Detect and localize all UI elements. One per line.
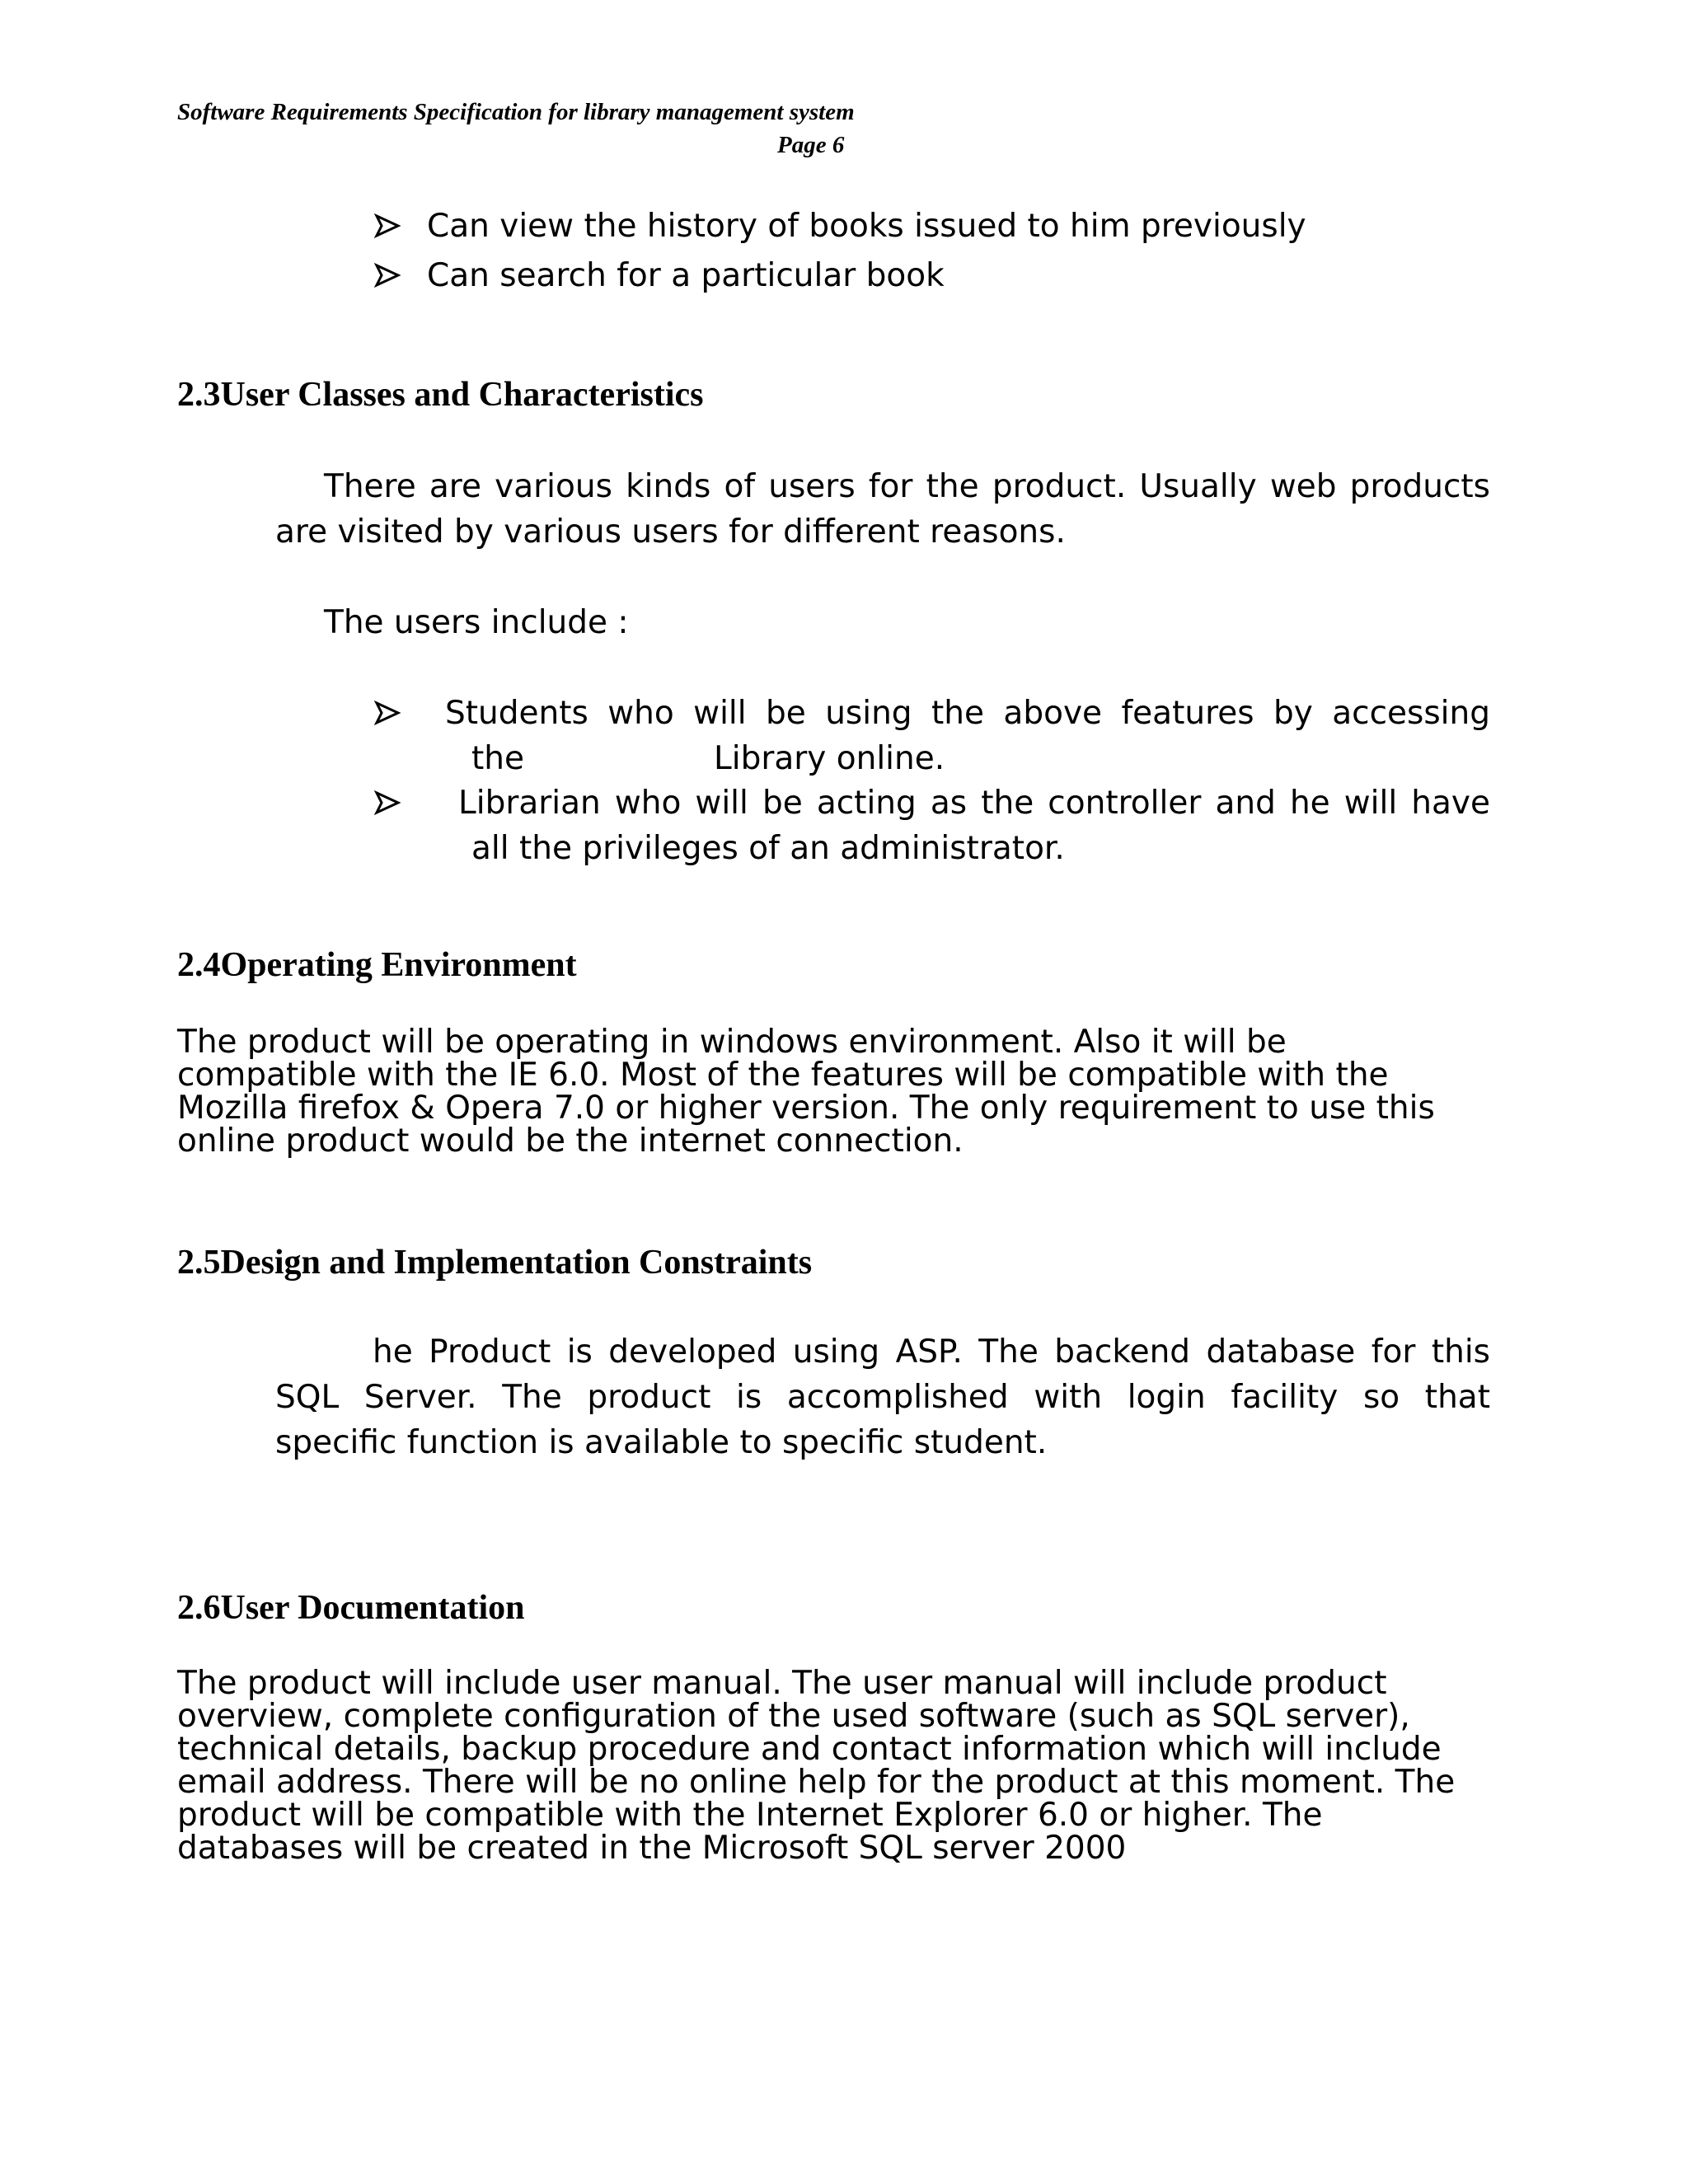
user-documentation-paragraph xyxy=(177,1667,1512,1865)
arrowhead-bullet-icon xyxy=(373,788,403,818)
paragraph-line: SQL Server. The product is accomplished with login facility so that xyxy=(275,1379,1490,1416)
paragraph-line: he Product is developed using ASP. The backend database for this xyxy=(373,1333,1490,1371)
paragraph-line: databases will be created in the Microsoft SQL server 2000 xyxy=(177,1830,1127,1867)
arrowhead-bullet-icon xyxy=(373,211,403,241)
section-heading-2-3: 2.3User Classes and Characteristics xyxy=(177,376,704,414)
paragraph-line: online product would be the internet connection. xyxy=(177,1122,964,1160)
list-item: Students who will be using the above features by accessing xyxy=(445,695,1490,732)
paragraph-line: product will be compatible with the Internet Explorer 6.0 or higher. The xyxy=(177,1797,1323,1834)
list-item: Librarian who will be acting as the controller and he will have xyxy=(458,785,1490,822)
document-header-title: Software Requirements Specification for library management system xyxy=(177,99,855,125)
paragraph-line: compatible with the IE 6.0. Most of the features will be compatible with the xyxy=(177,1057,1389,1094)
list-item-continuation: Library online. xyxy=(714,740,945,777)
paragraph-line: overview, complete configuration of the used software (such as SQL server), xyxy=(177,1698,1410,1735)
paragraph-line: specific function is available to specific student. xyxy=(275,1424,1048,1461)
section-heading-2-4: 2.4Operating Environment xyxy=(177,946,577,984)
paragraph-line: The product will be operating in windows environment. Also it will be xyxy=(177,1024,1287,1061)
section-heading-2-6: 2.6User Documentation xyxy=(177,1589,525,1627)
section-heading-2-5: 2.5Design and Implementation Constraints xyxy=(177,1244,813,1282)
paragraph-line: There are various kinds of users for the product. Usually web products xyxy=(324,468,1490,505)
paragraph-line: email address. There will be no online help for the product at this moment. The xyxy=(177,1764,1456,1801)
arrowhead-bullet-icon xyxy=(373,698,403,728)
paragraph-line: are visited by various users for different reasons. xyxy=(275,513,1066,551)
list-item-continuation: all the privileges of an administrator. xyxy=(471,830,1065,867)
users-intro: The users include : xyxy=(324,604,629,641)
paragraph-line: Mozilla firefox & Opera 7.0 or higher version. The only requirement to use this xyxy=(177,1090,1435,1127)
paragraph-line: The product will include user manual. The user manual will include product xyxy=(177,1665,1387,1702)
list-item: Can view the history of books issued to him previously xyxy=(427,208,1306,245)
page-number: Page 6 xyxy=(777,132,845,158)
list-item-continuation: the xyxy=(471,740,525,777)
arrowhead-bullet-icon xyxy=(373,260,403,290)
paragraph-line: technical details, backup procedure and contact information which will include xyxy=(177,1731,1442,1768)
list-item: Can search for a particular book xyxy=(427,257,945,294)
operating-environment-paragraph xyxy=(177,1026,1512,1158)
